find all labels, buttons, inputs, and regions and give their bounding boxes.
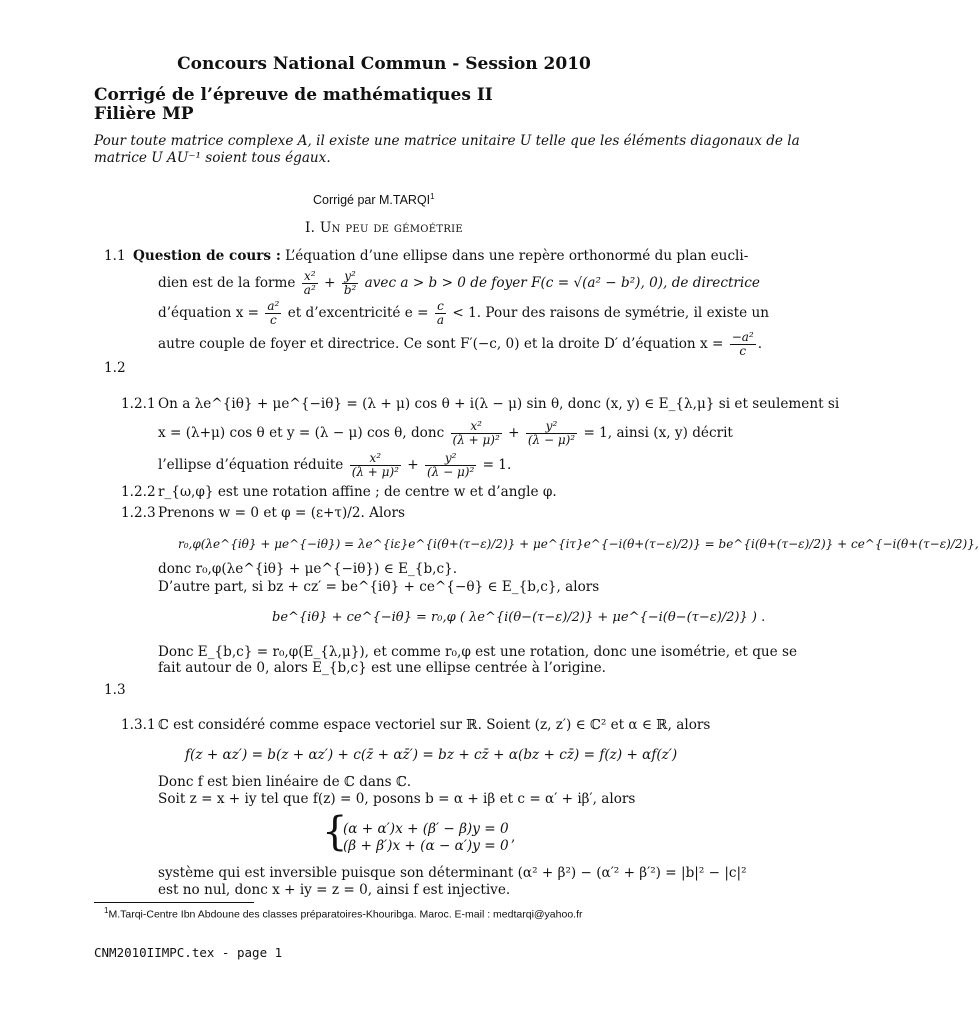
q121-line-1: On a λe^{iθ} + μe^{−iθ} = (λ + μ) cos θ + i(λ − μ) sin θ, donc (x, y) ∈ E_{λ,μ} si et seulement si: [158, 396, 840, 412]
footnote-ref: 1: [430, 192, 435, 201]
q123-line-4: Donc E_{b,c} = r₀,φ(E_{λ,μ}), et comme r₀,φ est une rotation, donc une isométrie, et que se: [158, 644, 798, 660]
q11-line-1: [133, 249, 748, 265]
q11-line-1-text: L’équation d’une ellipse dans une repère orthonormé du plan eucli-: [285, 248, 749, 264]
frac-x2-lmplus: $\frac{\text{x²}}{\text{(λ + μ)²}}$: [452, 419, 500, 448]
q11-line-2a: dien est de la forme: [158, 275, 296, 292]
q131-line-3: Soit z = x + iy tel que f(z) = 0, posons b = α + iβ et c = α′ + iβ′, alors: [158, 791, 636, 807]
q122-text: r_{ω,φ} est une rotation affine ; de centre w et d’angle φ.: [158, 484, 557, 500]
q123-number: 1.2.3: [121, 505, 156, 521]
section-title: I. Un peu de gémoétrie: [305, 220, 464, 236]
document-subtitle: Corrigé de l’épreuve de mathématiques II: [94, 85, 493, 105]
frac-c-a: $\frac{c}{a}$: [436, 299, 445, 328]
q11-line-2: dien est de la forme $\frac{\text{x²}}{\text{a²}}$ + $\frac{\text{y²}}{\text{b²}}$ avec a > b > 0 de foyer F(c = √(a² − b²), 0), de directrice: [158, 269, 760, 298]
system-row-1: (α + α′)x + (β′ − β)y = 0: [343, 821, 509, 837]
document-title: Concours National Commun - Session 2010: [177, 54, 591, 74]
footnote: [104, 906, 583, 921]
author-text: Corrigé par M.TARQI: [313, 193, 431, 208]
q131-line-4: système qui est inversible puisque son déterminant (α² + β²) − (α′² + β′²) = |b|² − |c|²: [158, 865, 747, 881]
q11-label: Question de cours :: [133, 248, 281, 264]
q131-number: 1.3.1: [121, 717, 156, 733]
system-comma: ,: [511, 829, 516, 845]
footnote-text: M.Tarqi-Centre Ibn Abdoune des classes préparatoires-Khouribga. Maroc. E-mail : medtarqi@yahoo.fr: [108, 908, 583, 921]
intro-line-1: Pour toute matrice complexe A, il existe une matrice unitaire U telle que les éléments diagonaux de la: [94, 133, 800, 149]
system-row-2: (β + β′)x + (α − α′)y = 0: [343, 838, 509, 854]
author-line: [313, 192, 435, 208]
q131-line-2: Donc f est bien linéaire de ℂ dans ℂ.: [158, 774, 412, 790]
footnote-mark: 1: [104, 906, 109, 915]
frac-x2-lmplus-2: $\frac{\text{x²}}{\text{(λ + μ)²}}$: [351, 451, 399, 480]
q122-number: 1.2.2: [121, 484, 156, 500]
document-track: Filière MP: [94, 104, 194, 124]
frac-y2-lmminus: $\frac{\text{y²}}{\text{(λ − μ)²}}$: [527, 419, 576, 448]
q131-line-1: ℂ est considéré comme espace vectoriel sur ℝ. Soient (z, z′) ∈ ℂ² et α ∈ ℝ, alors: [158, 717, 711, 733]
q131-line-5: est no nul, donc x + iy = z = 0, ainsi f est injective.: [158, 882, 511, 898]
q123-line-5: fait autour de 0, alors E_{b,c} est une ellipse centrée à l’origine.: [158, 660, 607, 676]
q123-line-3: D’autre part, si bz + cz′ = be^{iθ} + ce^{−θ} ∈ E_{b,c}, alors: [158, 579, 600, 595]
page-footer: CNM2010IIMPC.tex - page 1: [94, 945, 283, 960]
frac-y2-b2: $\frac{\text{y²}}{\text{b²}}$: [343, 269, 357, 298]
frac-x2-a2: $\frac{\text{x²}}{\text{a²}}$: [303, 269, 316, 298]
q11-line-4: autre couple de foyer et directrice. Ce sont F′(−c, 0) et la droite D′ d’équation x = $\frac{\text{−a²}}{c}$ .: [158, 330, 763, 359]
q11-line-3: d’équation x = $\frac{\text{a²}}{c}$ et d’excentricité e = $\frac{c}{a}$ < 1. Pour des raisons de symétrie, il existe un: [158, 299, 769, 328]
q121-number: 1.2.1: [121, 396, 156, 412]
frac-neg-a2-c: $\frac{\text{−a²}}{c}$: [731, 330, 754, 359]
q123-line-2: donc r₀,φ(λe^{iθ} + μe^{−iθ}) ∈ E_{b,c}.: [158, 561, 458, 577]
frac-y2-lmminus-2: $\frac{\text{y²}}{\text{(λ − μ)²}}$: [427, 451, 475, 480]
q12-number: 1.2: [104, 360, 126, 376]
q121-line-2: x = (λ+μ) cos θ et y = (λ − μ) cos θ, donc $\frac{\text{x²}}{\text{(λ + μ)²}}$ + $\frac{\text{y²}}{\text{(λ − μ)²}}$ = 1, ainsi (x, y) décrit: [158, 419, 733, 448]
frac-a2-c: $\frac{\text{a²}}{c}$: [267, 299, 280, 328]
q121-line-3: l’ellipse d’équation réduite $\frac{\text{x²}}{\text{(λ + μ)²}}$ + $\frac{\text{y²}}{\text{(λ − μ)²}}$ = 1.: [158, 451, 512, 480]
system-brace: {: [322, 809, 348, 855]
q123-text: Prenons w = 0 et φ = (ε+τ)/2. Alors: [158, 505, 405, 521]
q11-number: 1.1: [104, 248, 126, 264]
intro-line-2: matrice U AU⁻¹ soient tous égaux.: [94, 150, 331, 166]
q131-equation: f(z + αz′) = b(z + αz′) + c(z̄ + αz̄′) = bz + cz̄ + α(bz + cz̄) = f(z) + αf(z′): [185, 747, 678, 763]
q11-line-2b: avec a > b > 0 de foyer F(c = √(a² − b²), 0), de directrice: [364, 275, 760, 292]
q123-equation-2: be^{iθ} + ce^{−iθ} = r₀,φ ( λe^{i(θ−(τ−ε)/2)} + μe^{−i(θ−(τ−ε)/2)} ) .: [272, 610, 766, 625]
footnote-rule: [94, 902, 254, 903]
q123-equation-1: r₀,φ(λe^{iθ} + μe^{−iθ}) = λe^{iε}e^{i(θ+(τ−ε)/2)} + μe^{iτ}e^{−i(θ+(τ−ε)/2)} = be^{i(θ+(τ−ε)/2)} + ce^{−i(θ+(τ−ε)/2)},: [178, 537, 979, 551]
q13-number: 1.3: [104, 682, 126, 698]
